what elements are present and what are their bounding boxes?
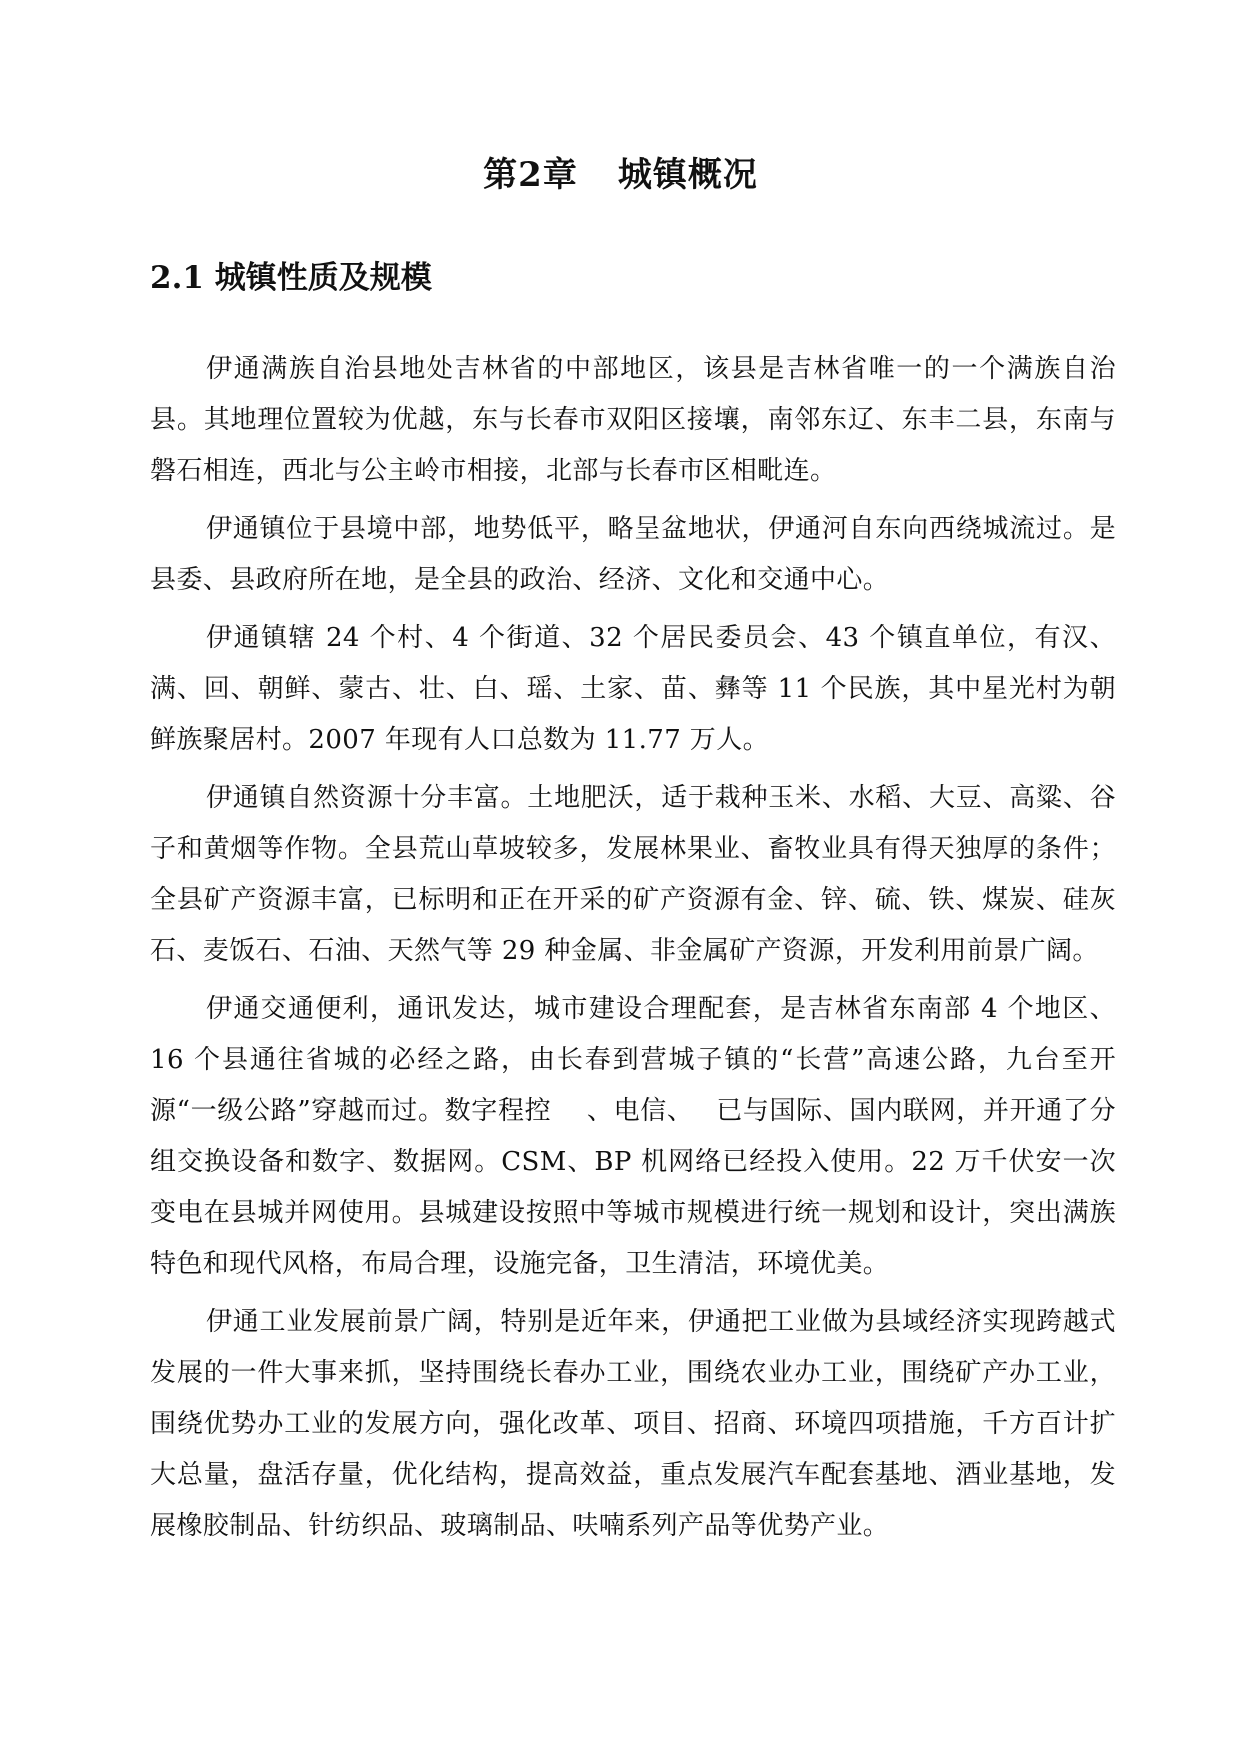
chapter-name: 城镇概况 (617, 155, 758, 195)
chapter-number: 第2章 (483, 155, 578, 195)
chapter-title (0, 150, 1241, 200)
section-title: 2.1 城镇性质及规模 (150, 260, 432, 296)
paragraph-location: 伊通满族自治县地处吉林省的中部地区，该县是吉林省唯一的一个满族自治县。其地理位置较为优越，东与长春市双阳区接壤，南邻东辽、东丰二县，东南与磐石相连，西北与公主岭市相接，北部与长春市区相毗连。 (150, 354, 1116, 486)
paragraph-industry: 伊通工业发展前景广阔，特别是近年来，伊通把工业做为县域经济实现跨越式发展的一件大事来抓，坚持围绕长春办工业，围绕农业办工业，围绕矿产办工业，围绕优势办工业的发展方向，强化改革、项目、招商、环境四项措施，千方百计扩大总量，盘活存量，优化结构，提高效益，重点发展汽车配套基地、酒业基地，发展橡胶制品、针纺织品、玻璃制品、呋喃系列产品等优势产业。 (150, 1307, 1116, 1541)
body-text (150, 344, 1116, 1559)
paragraph-resources: 伊通镇自然资源十分丰富。土地肥沃，适于栽种玉米、水稻、大豆、高粱、谷子和黄烟等作物。全县荒山草坡较多，发展林果业、畜牧业具有得天独厚的条件；全县矿产资源丰富，已标明和正在开采的矿产资源有金、锌、硫、铁、煤炭、硅灰石、麦饭石、石油、天然气等 29 种金属、非金属矿产资源，开发利用前景广阔。 (150, 783, 1116, 966)
paragraph-town-position: 伊通镇位于县境中部，地势低平，略呈盆地状，伊通河自东向西绕城流过。是县委、县政府所在地，是全县的政治、经济、文化和交通中心。 (150, 514, 1116, 595)
paragraph-transport: 伊通交通便利，通讯发达，城市建设合理配套，是吉林省东南部 4 个地区、16 个县通往省城的必经之路，由长春到营城子镇的“长营”高速公路，九台至开源“一级公路”穿越而过。数字程控 、电信、 已与国际、国内联网，并开通了分组交换设备和数字、数据网。CSM、BP 机网络已经投入使用。22 万千伏安一次变电在县城并网使用。县城建设按照中等城市规模进行统一规划和设计，突出满族特色和现代风格，布局合理，设施完备，卫生清洁，环境优美。 (150, 994, 1116, 1279)
paragraph-administration: 伊通镇辖 24 个村、4 个街道、32 个居民委员会、43 个镇直单位，有汉、满、回、朝鲜、蒙古、壮、白、瑶、土家、苗、彝等 11 个民族，其中星光村为朝鲜族聚居村。2007 年现有人口总数为 11.77 万人。 (150, 623, 1116, 755)
